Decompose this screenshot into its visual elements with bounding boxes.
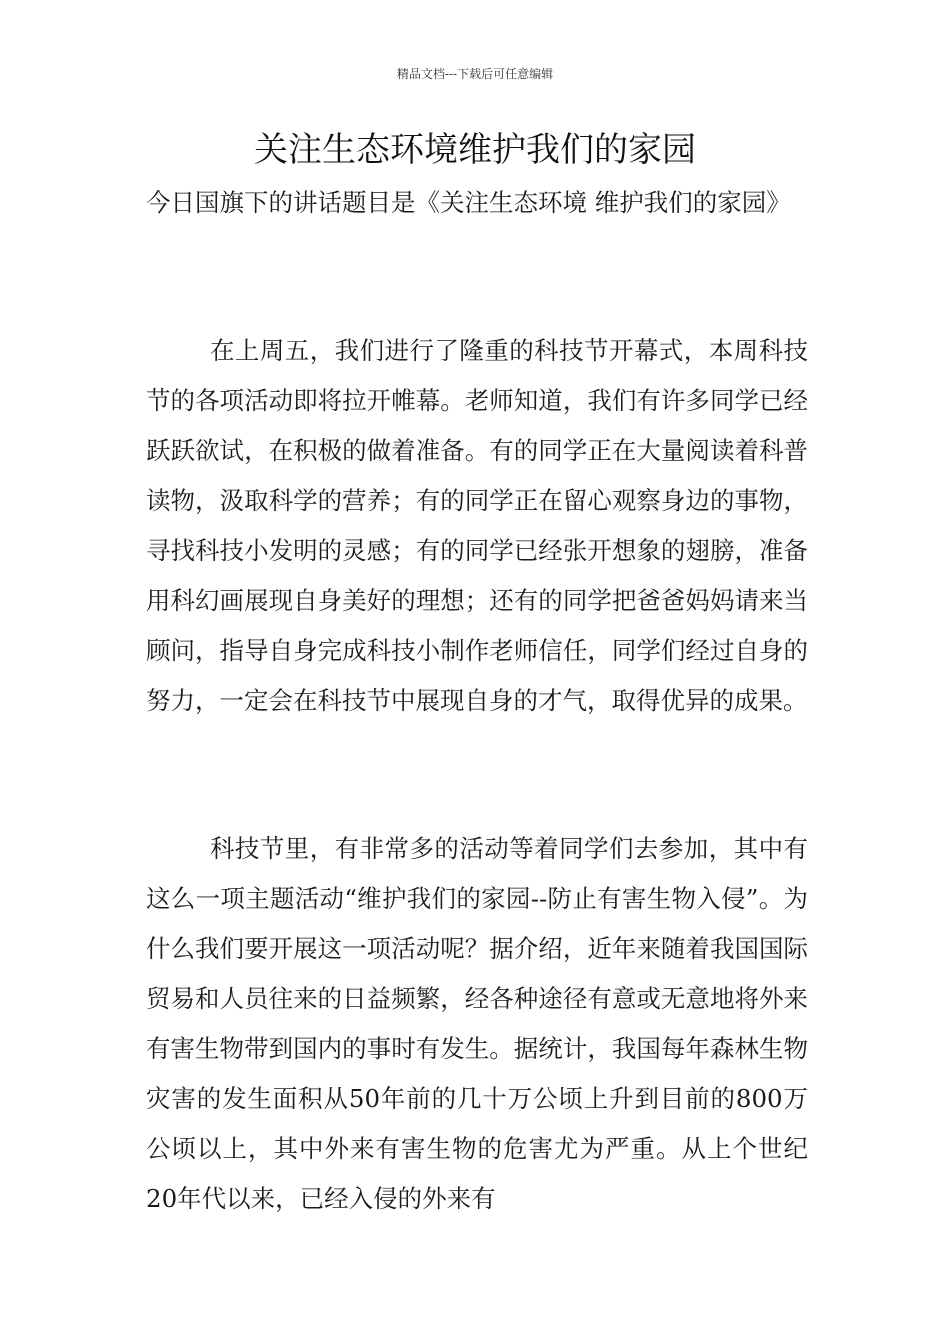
header-note: 精品文档---下载后可任意编辑 <box>396 67 554 81</box>
body-paragraph-2: 科技节里，有非常多的活动等着同学们去参加，其中有这么一项主题活动“维护我们的家园--防止有害生物入侵”。为什么我们要开展这一项活动呢？据介绍，近年来随着我国国际贸易和人员往来的日益频繁，经各种途径有意或无意地将外来有害生物带到国内的事时有发生。据统计，我国每年森林生物灾害的发生面积从50年前的几十万公顷上升到目前的800万公顷以上，其中外来有害生物的危害尤为严重。从上个世纪20年代以来，已经入侵的外来有 <box>146 834 808 1213</box>
document-title: 关注生态环境维护我们的家园 <box>254 130 696 170</box>
intro-paragraph: 今日国旗下的讲话题目是《关注生态环境 维护我们的家园》 <box>146 188 791 217</box>
body-paragraph-1: 在上周五，我们进行了隆重的科技节开幕式，本周科技节的各项活动即将拉开帷幕。老师知道，我们有许多同学已经跃跃欲试，在积极的做着准备。有的同学正在大量阅读着科普读物，汲取科学的营养；有的同学正在留心观察身边的事物，寻找科技小发明的灵感；有的同学已经张开想象的翅膀，准备用科幻画展现自身美好的理想；还有的同学把爸爸妈妈请来当顾问，指导自身完成科技小制作老师信任，同学们经过自身的努力，一定会在科技节中展现自身的才气，取得优异的成果。 <box>146 336 808 715</box>
